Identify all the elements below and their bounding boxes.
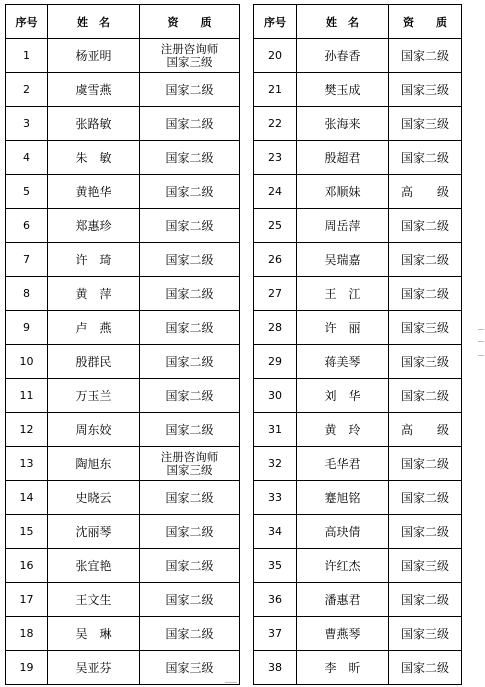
header-seq: 序号 (6, 5, 48, 39)
row-name: 许 丽 (297, 311, 389, 345)
row-qualification (140, 73, 240, 107)
qualification-line: 国家二级 (165, 524, 214, 539)
row-name: 高玦倩 (297, 515, 389, 549)
row-qualification (389, 277, 462, 311)
table-row (254, 617, 462, 651)
table-row (6, 311, 240, 345)
row-qualification (140, 345, 240, 379)
header-seq: 序号 (254, 5, 297, 39)
qualification-line: 国家二级 (165, 184, 214, 199)
qualification-line: 国家三级 (166, 462, 213, 477)
qualification-line: 国家三级 (400, 626, 449, 641)
roster-body-right (254, 39, 462, 685)
row-qualification (389, 617, 462, 651)
table-row (6, 651, 240, 685)
qualification-line: 国家二级 (165, 558, 214, 573)
row-qualification (140, 141, 240, 175)
table-row (254, 73, 462, 107)
qualification-line: 国家二级 (165, 218, 214, 233)
row-seq: 24 (254, 175, 297, 209)
row-seq: 31 (254, 413, 297, 447)
qualification-line: 国家二级 (165, 252, 214, 267)
row-name: 周东姣 (48, 413, 140, 447)
row-seq: 5 (6, 175, 48, 209)
row-seq: 22 (254, 107, 297, 141)
row-name: 周岳萍 (297, 209, 389, 243)
row-name: 吴亚芬 (48, 651, 140, 685)
row-qualification (389, 345, 462, 379)
row-qualification (389, 515, 462, 549)
qualification-line: 国家二级 (165, 490, 214, 505)
qualification-line: 注册咨询师 (160, 449, 219, 464)
table-row (6, 73, 240, 107)
header-qualification: 资 质 (389, 5, 462, 39)
row-name: 杨亚明 (48, 39, 140, 73)
row-qualification (389, 243, 462, 277)
row-seq: 34 (254, 515, 297, 549)
table-row (6, 549, 240, 583)
row-qualification (140, 311, 240, 345)
row-qualification (140, 515, 240, 549)
table-row (6, 379, 240, 413)
qualification-line: 国家二级 (165, 150, 214, 165)
row-seq: 30 (254, 379, 297, 413)
row-seq: 15 (6, 515, 48, 549)
margin-mark (478, 355, 484, 356)
row-seq: 27 (254, 277, 297, 311)
table-row (6, 243, 240, 277)
table-row (254, 583, 462, 617)
row-seq: 36 (254, 583, 297, 617)
row-name: 曹燕琴 (297, 617, 389, 651)
row-name: 许 琦 (48, 243, 140, 277)
row-qualification (140, 243, 240, 277)
table-row (6, 583, 240, 617)
row-qualification (389, 209, 462, 243)
qualification-line: 国家二级 (400, 48, 449, 63)
row-name: 李 昕 (297, 651, 389, 685)
row-seq: 28 (254, 311, 297, 345)
qualification-line: 国家三级 (400, 320, 449, 335)
table-row (6, 209, 240, 243)
row-seq: 32 (254, 447, 297, 481)
row-qualification (140, 107, 240, 141)
row-qualification (140, 39, 240, 73)
row-qualification (389, 107, 462, 141)
row-seq: 20 (254, 39, 297, 73)
row-seq: 9 (6, 311, 48, 345)
row-seq: 13 (6, 447, 48, 481)
table-row (254, 175, 462, 209)
qualification-line: 国家二级 (165, 82, 214, 97)
qualification-line: 国家二级 (165, 388, 214, 403)
row-name: 毛华君 (297, 447, 389, 481)
row-qualification (140, 379, 240, 413)
header-qualification: 资 质 (140, 5, 240, 39)
qualification-line: 国家三级 (400, 354, 449, 369)
row-name: 黄艳华 (48, 175, 140, 209)
row-name: 张宜艳 (48, 549, 140, 583)
row-name: 邓顺妹 (297, 175, 389, 209)
page-edge-mark (225, 682, 237, 683)
row-qualification (389, 447, 462, 481)
table-row (6, 277, 240, 311)
qualification-line: 国家二级 (400, 524, 449, 539)
qualification-line: 国家二级 (165, 286, 214, 301)
qualification-line: 国家二级 (165, 592, 214, 607)
row-name: 史晓云 (48, 481, 140, 515)
table-row (254, 141, 462, 175)
row-qualification (140, 175, 240, 209)
table-row (6, 107, 240, 141)
roster-body-left (6, 39, 240, 685)
row-seq: 19 (6, 651, 48, 685)
row-name: 黄 萍 (48, 277, 140, 311)
table-row (254, 209, 462, 243)
qualification-line: 注册咨询师 (160, 41, 219, 56)
row-seq: 7 (6, 243, 48, 277)
row-seq: 11 (6, 379, 48, 413)
qualification-line: 国家三级 (400, 82, 449, 97)
row-name: 虞雪燕 (48, 73, 140, 107)
qualification-line: 国家二级 (400, 150, 449, 165)
qualification-line: 国家二级 (165, 422, 214, 437)
table-row (254, 413, 462, 447)
row-name: 陶旭东 (48, 447, 140, 481)
row-name: 张路敏 (48, 107, 140, 141)
row-qualification (140, 583, 240, 617)
row-name: 殷群民 (48, 345, 140, 379)
qualification-line: 国家二级 (400, 456, 449, 471)
row-name: 刘 华 (297, 379, 389, 413)
row-name: 孙春香 (297, 39, 389, 73)
table-row (254, 447, 462, 481)
row-qualification (389, 73, 462, 107)
row-name: 潘惠君 (297, 583, 389, 617)
table-row (6, 617, 240, 651)
table-row (254, 243, 462, 277)
row-seq: 33 (254, 481, 297, 515)
qualification-line: 国家二级 (165, 116, 214, 131)
qualification-line: 国家二级 (400, 592, 449, 607)
row-seq: 8 (6, 277, 48, 311)
qualification-line: 国家二级 (400, 490, 449, 505)
row-seq: 29 (254, 345, 297, 379)
qualification-line: 国家二级 (165, 354, 214, 369)
row-seq: 35 (254, 549, 297, 583)
table-row (254, 481, 462, 515)
margin-mark (478, 341, 484, 342)
header-row (6, 5, 240, 39)
qualification-line: 国家二级 (400, 286, 449, 301)
row-qualification (389, 583, 462, 617)
table-row (6, 39, 240, 73)
table-row (6, 515, 240, 549)
roster-table-left (5, 4, 240, 685)
qualification-line: 国家三级 (400, 558, 449, 573)
row-seq: 4 (6, 141, 48, 175)
qualification-line: 国家三级 (166, 54, 213, 69)
row-qualification (140, 447, 240, 481)
margin-mark (478, 329, 484, 330)
qualification-line: 国家二级 (165, 320, 214, 335)
qualification-line: 国家二级 (165, 626, 214, 641)
row-qualification (140, 413, 240, 447)
row-name: 殷超君 (297, 141, 389, 175)
row-seq: 21 (254, 73, 297, 107)
row-qualification (389, 39, 462, 73)
table-row (6, 413, 240, 447)
table-row (254, 277, 462, 311)
qualification-line: 国家二级 (400, 218, 449, 233)
qualification-line: 高 级 (400, 184, 449, 199)
row-qualification (389, 141, 462, 175)
header-row (254, 5, 462, 39)
row-qualification (389, 549, 462, 583)
table-row (6, 345, 240, 379)
row-seq: 25 (254, 209, 297, 243)
table-row (254, 651, 462, 685)
row-name: 张海来 (297, 107, 389, 141)
row-name: 蒋美琴 (297, 345, 389, 379)
table-row (254, 311, 462, 345)
row-name: 吴 琳 (48, 617, 140, 651)
row-seq: 16 (6, 549, 48, 583)
qualification-line: 高 级 (400, 422, 449, 437)
table-row (6, 141, 240, 175)
qualification-line: 国家二级 (400, 660, 449, 675)
table-row (6, 481, 240, 515)
row-seq: 3 (6, 107, 48, 141)
row-qualification (389, 311, 462, 345)
table-row (254, 345, 462, 379)
row-name: 王 江 (297, 277, 389, 311)
row-seq: 38 (254, 651, 297, 685)
row-qualification (389, 379, 462, 413)
header-name: 姓 名 (297, 5, 389, 39)
row-qualification (140, 617, 240, 651)
table-row (254, 379, 462, 413)
table-row (6, 175, 240, 209)
qualification-line: 国家二级 (400, 388, 449, 403)
row-seq: 17 (6, 583, 48, 617)
row-seq: 1 (6, 39, 48, 73)
row-qualification (389, 481, 462, 515)
row-qualification (140, 277, 240, 311)
row-seq: 37 (254, 617, 297, 651)
row-name: 万玉兰 (48, 379, 140, 413)
row-seq: 23 (254, 141, 297, 175)
row-seq: 26 (254, 243, 297, 277)
table-row (254, 549, 462, 583)
row-qualification (389, 175, 462, 209)
row-seq: 12 (6, 413, 48, 447)
row-name: 黄 玲 (297, 413, 389, 447)
header-name: 姓 名 (48, 5, 140, 39)
row-name: 许红杰 (297, 549, 389, 583)
row-qualification (140, 481, 240, 515)
row-name: 郑惠珍 (48, 209, 140, 243)
table-row (6, 447, 240, 481)
row-name: 沈丽琴 (48, 515, 140, 549)
qualification-line: 国家二级 (400, 252, 449, 267)
table-row (254, 107, 462, 141)
row-qualification (140, 549, 240, 583)
row-seq: 6 (6, 209, 48, 243)
row-seq: 10 (6, 345, 48, 379)
qualification-line: 国家三级 (400, 116, 449, 131)
row-name: 樊玉成 (297, 73, 389, 107)
qualification-line: 国家三级 (165, 660, 214, 675)
row-qualification (140, 651, 240, 685)
row-name: 蹇旭铭 (297, 481, 389, 515)
table-row (254, 39, 462, 73)
row-qualification (389, 651, 462, 685)
row-seq: 2 (6, 73, 48, 107)
row-name: 王文生 (48, 583, 140, 617)
row-qualification (389, 413, 462, 447)
row-qualification (140, 209, 240, 243)
roster-table-right (253, 4, 462, 685)
table-row (254, 515, 462, 549)
row-seq: 14 (6, 481, 48, 515)
row-name: 卢 燕 (48, 311, 140, 345)
row-name: 吴瑞嘉 (297, 243, 389, 277)
row-seq: 18 (6, 617, 48, 651)
row-name: 朱 敏 (48, 141, 140, 175)
